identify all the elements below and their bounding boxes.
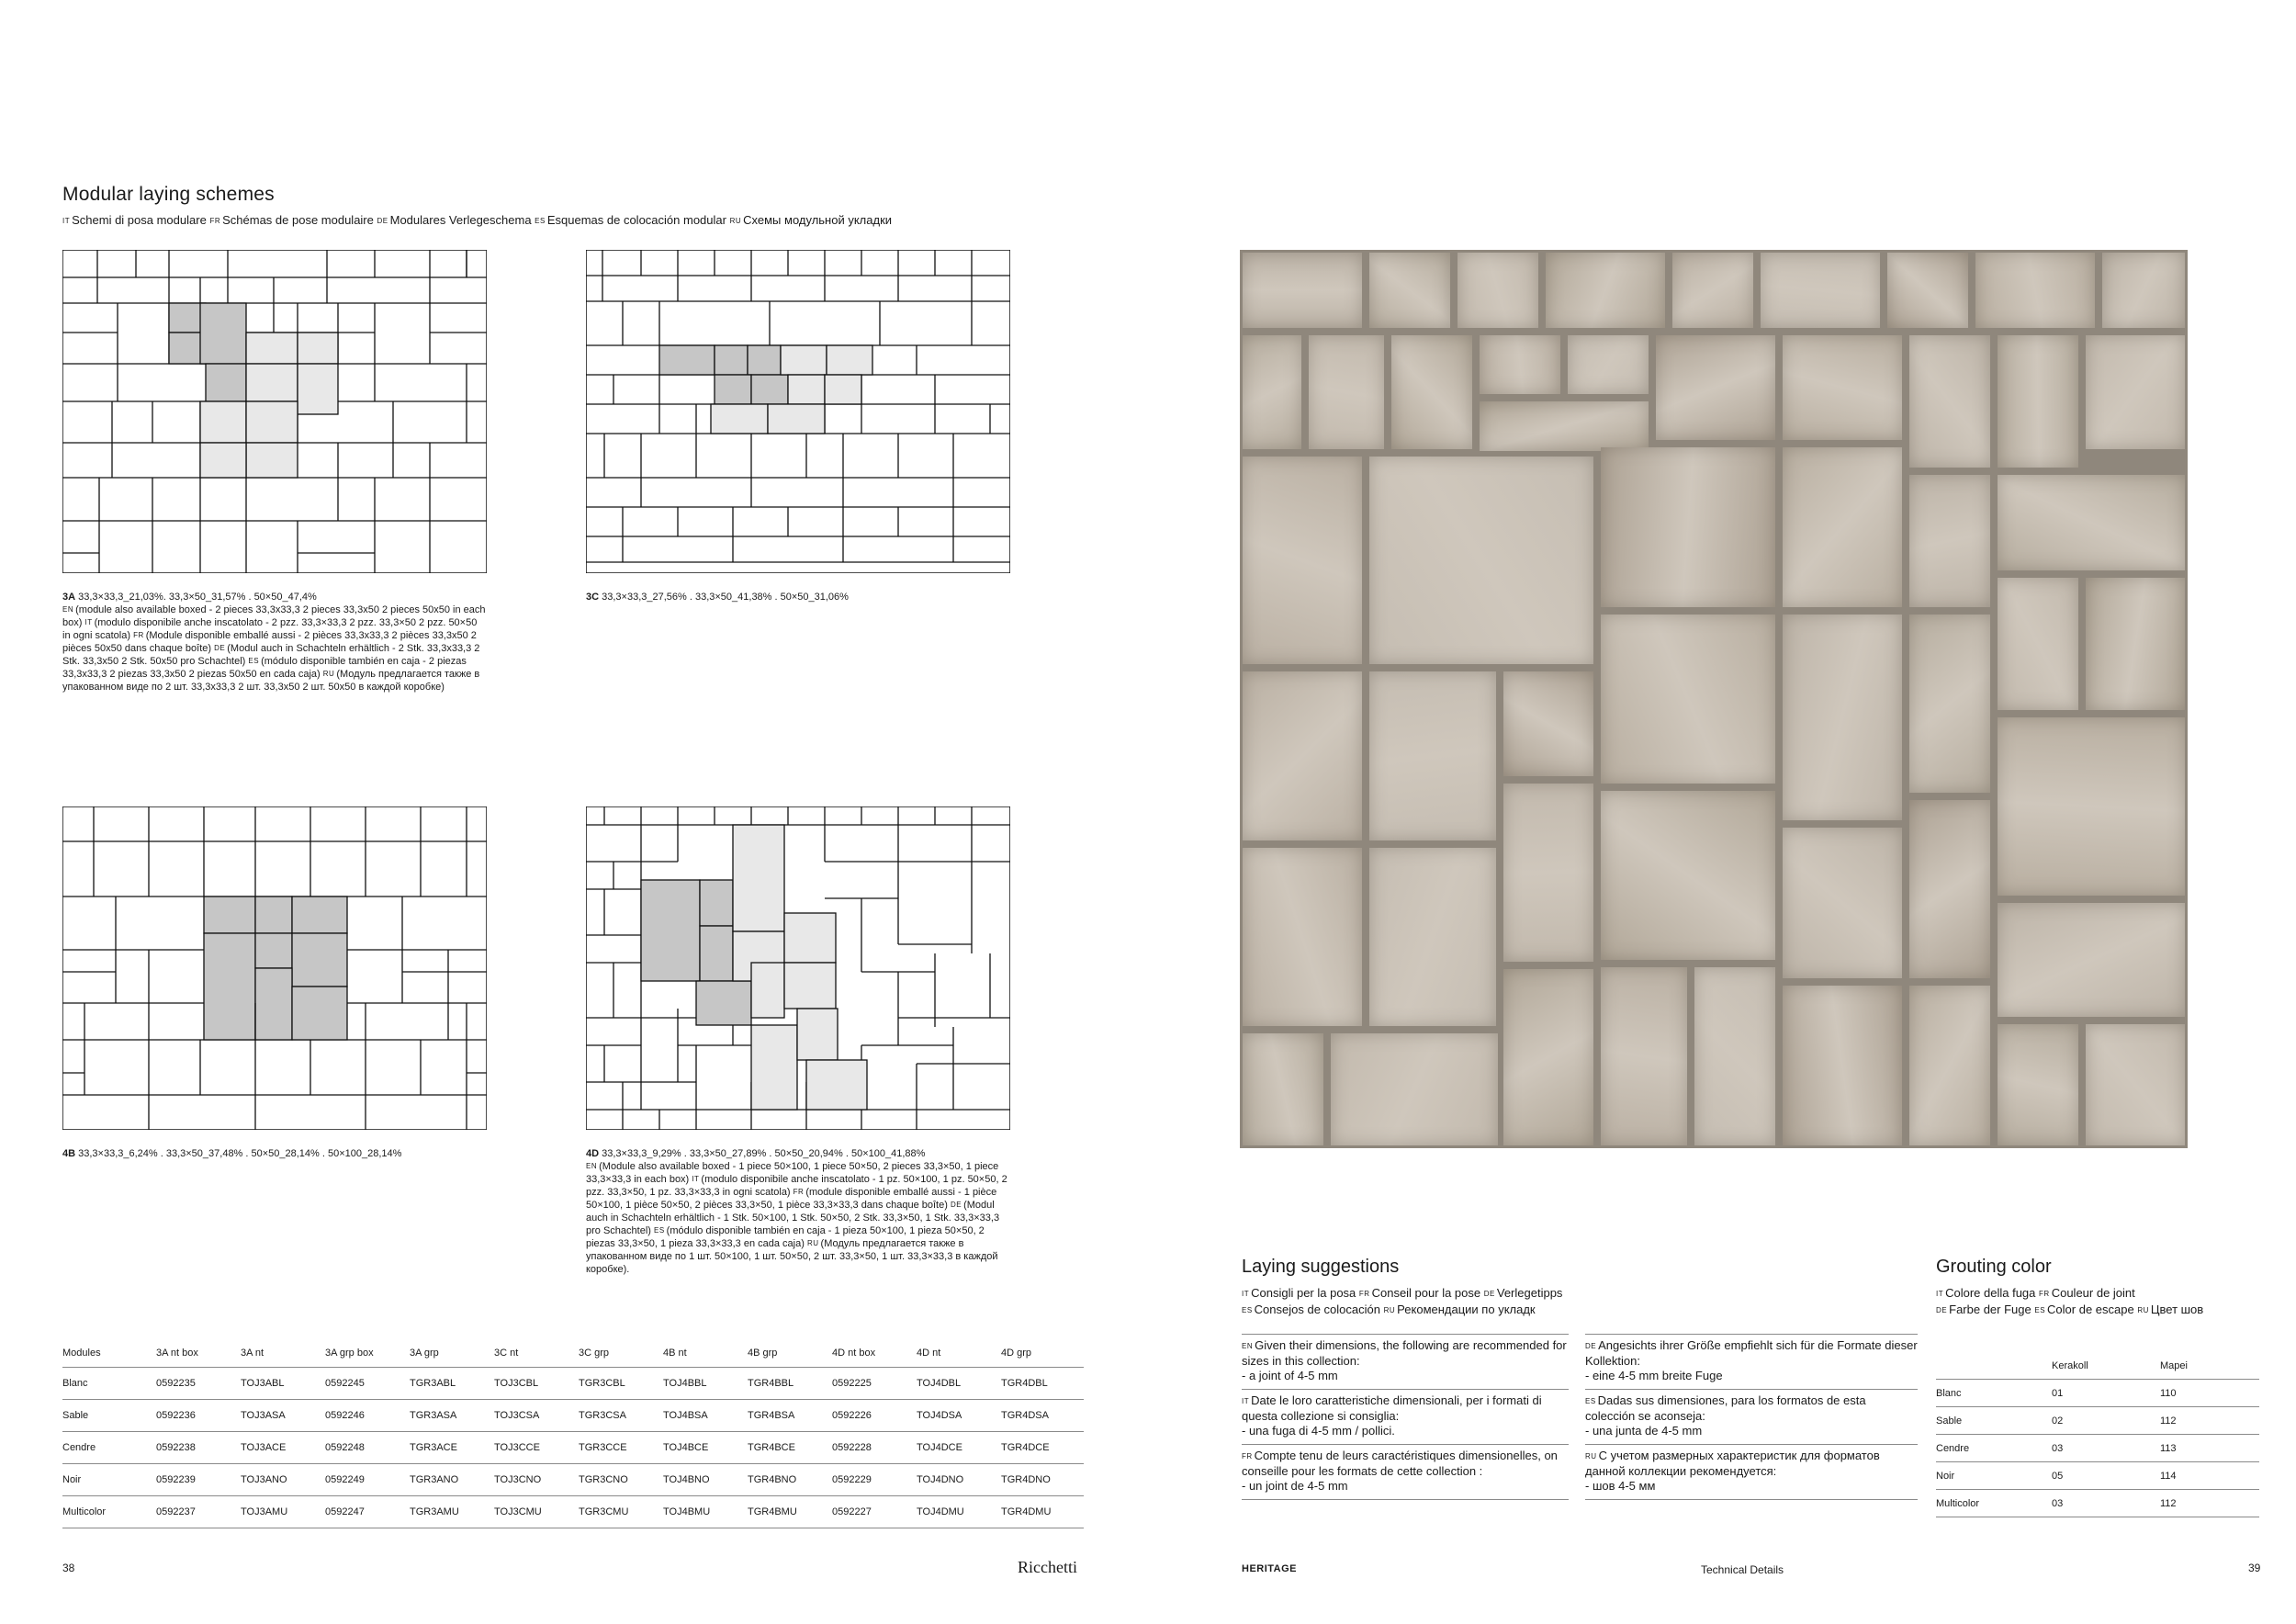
scheme-3a-caption: 3A 33,3×33,3_21,03%. 33,3×50_31,57% . 50×50_47,4% EN (module also available boxed - 2 pieces 33,3x33,3 2 pieces 33,3x50 2 pieces 50x50 in each box) IT (modulo disponibile anche inscatolato - 2 pzz. 33,3×33,3 2 pzz. 33,3×50 2 pzz. 50×50 in ogni scatola) FR (Module disponible emballé aussi - 2 pièces 33,3x33,3 2 pièces 33,3x50 2 pièces 50x50 dans chaque boîte) DE (Modul auch in Schachteln erhältlich - 2 Stk. 33,3x33,3 2 Stk. 33,3x50 2 Stk. 50x50 pro Schachtel) ES (módulo disponible también en caja - 2 piezas 33,3x33,3 2 piezas 33,3x50 2 piezas 50x50 en cada caja) RU (Модуль предлагается также в упакованном виде по 2 шт. 33,3x33,3 2 шт. 33,3x50 2 шт. 50x50 в каждой коробке) [62,592,486,693]
codes-cell: 0592238 [156,1432,241,1464]
codes-cell: TGR4DMU [1001,1496,1084,1528]
grouting-subtitle-1: IT Colore della fuga FR Couleur de joint [1936,1286,2135,1300]
stone-tile [1783,615,1902,820]
codes-cell: 0592248 [325,1432,410,1464]
laying-note-ru: RU С учетом размерных характеристик для форматов данной коллекции рекомендуется: - шов 4-5 мм [1585,1445,1918,1500]
stone-tile [1998,578,2078,710]
stone-tile [1458,253,1538,328]
codes-header-cell: Modules [62,1339,156,1368]
scheme-4d-diagram [586,806,1010,1130]
stone-tile [2086,578,2185,710]
stone-tile [1243,335,1301,449]
grout-cell: 02 [2052,1407,2160,1435]
stone-tile [1601,447,1775,607]
codes-cell: TGR4BCE [748,1432,832,1464]
codes-cell: TOJ3CCE [494,1432,579,1464]
codes-cell: TOJ4BCE [663,1432,748,1464]
codes-cell: TGR3CBL [579,1368,663,1400]
codes-cell: TGR4BNO [748,1464,832,1496]
stone-tile [1480,401,1649,451]
stone-tile [1601,967,1687,1145]
stone-tile [1243,671,1362,840]
stone-tile [1783,447,1902,607]
laying-column-left [1242,1334,1569,1500]
codes-cell: TOJ4DBL [917,1368,1001,1400]
grout-header-cell [1936,1352,2052,1380]
codes-cell: 0592246 [325,1400,410,1432]
stone-tile [1568,335,1649,394]
codes-cell: TOJ3CSA [494,1400,579,1432]
codes-cell: TOJ4BNO [663,1464,748,1496]
codes-header-cell: 3C grp [579,1339,663,1368]
grout-cell: Sable [1936,1407,2052,1435]
codes-cell: TOJ4BSA [663,1400,748,1432]
stone-tile [1480,335,1560,394]
stone-tile [1975,253,2095,328]
stone-tile [1503,784,1593,962]
stone-tile [1909,800,1990,978]
stone-tile [1672,253,1753,328]
codes-cell: TOJ3CMU [494,1496,579,1528]
codes-cell: 0592228 [832,1432,917,1464]
codes-cell: TGR3ABL [410,1368,494,1400]
grout-cell: 113 [2160,1435,2259,1462]
scheme-3c-caption: 3C 33,3×33,3_27,56% . 33,3×50_41,38% . 50×50_31,06% [586,592,849,603]
codes-cell: TOJ4DMU [917,1496,1001,1528]
table-row [1936,1462,2259,1490]
codes-cell: 0592229 [832,1464,917,1496]
stone-tile [1546,253,1665,328]
table-row [62,1496,1084,1528]
codes-cell: TGR3ACE [410,1432,494,1464]
stone-tile [2086,1024,2185,1145]
scheme-4b-caption: 4B 33,3×33,3_6,24% . 33,3×50_37,48% . 50×50_28,14% . 50×100_28,14% [62,1148,402,1159]
codes-header-cell: 3A nt box [156,1339,241,1368]
stone-tile [1761,253,1880,328]
stone-tile [1783,335,1902,440]
product-codes-table [62,1339,1084,1528]
codes-cell: TGR3CNO [579,1464,663,1496]
codes-header-cell: 3C nt [494,1339,579,1368]
codes-cell: TGR3AMU [410,1496,494,1528]
grout-cell: 112 [2160,1407,2259,1435]
codes-cell: 0592237 [156,1496,241,1528]
stone-tile [1998,903,2185,1017]
scheme-4b-diagram [62,806,487,1130]
codes-cell: TOJ3ABL [241,1368,325,1400]
codes-header-cell: 4D grp [1001,1339,1084,1368]
stone-tile [1601,791,1775,960]
codes-header-cell: 4B grp [748,1339,832,1368]
grout-cell: Multicolor [1936,1490,2052,1517]
laying-subtitle-2: ES Consejos de colocación RU Рекомендации по укладк [1242,1303,1536,1316]
stone-tile [1909,475,1990,607]
laying-column-right [1585,1334,1918,1500]
laying-note-fr: FR Compte tenu de leurs caractéristiques dimensionelles, on conseille pour les formats de cette collection : - un joint de 4-5 mm [1242,1445,1569,1500]
stone-tile [1909,335,1990,468]
codes-cell: TOJ3AMU [241,1496,325,1528]
grout-header-cell: Kerakoll [2052,1352,2160,1380]
grout-cell: 110 [2160,1380,2259,1407]
codes-cell: TOJ3CBL [494,1368,579,1400]
codes-cell: 0592227 [832,1496,917,1528]
grout-cell: 112 [2160,1490,2259,1517]
stone-tile [1998,335,2078,468]
codes-cell: Blanc [62,1368,156,1400]
codes-cell: TOJ4BMU [663,1496,748,1528]
codes-cell: Multicolor [62,1496,156,1528]
codes-cell: TOJ3ACE [241,1432,325,1464]
stone-tile [1909,615,1990,793]
codes-cell: 0592225 [832,1368,917,1400]
page-number-left: 38 [62,1562,75,1574]
grout-cell: Cendre [1936,1435,2052,1462]
stone-tile [1887,253,1968,328]
title-translations: IT Schemi di posa modulare FR Schémas de pose modulaire DE Modulares Verlegeschema ES Esquemas de colocación modular RU Схемы модульной укладки [62,213,893,227]
codes-cell: Noir [62,1464,156,1496]
table-row [62,1432,1084,1464]
page-title: Modular laying schemes [62,184,275,205]
stone-tile [1909,986,1990,1145]
grout-cell: 114 [2160,1462,2259,1490]
grout-cell: Blanc [1936,1380,2052,1407]
grout-cell: 03 [2052,1490,2160,1517]
codes-header-cell: 3A grp [410,1339,494,1368]
grouting-title: Grouting color [1936,1257,2052,1277]
codes-cell: TGR4DNO [1001,1464,1084,1496]
codes-header-cell: 4D nt box [832,1339,917,1368]
scheme-3c-diagram [586,250,1010,573]
grout-header-cell: Mapei [2160,1352,2259,1380]
codes-cell: 0592247 [325,1496,410,1528]
brand-logo: Ricchetti [1018,1558,1077,1576]
stone-tile [1601,615,1775,784]
laying-note-en: EN Given their dimensions, the following are recommended for sizes in this collection: - a joint of 4-5 mm [1242,1335,1569,1390]
codes-cell: 0592239 [156,1464,241,1496]
stone-tile [1783,986,1902,1145]
stone-tile [1309,335,1384,449]
codes-cell: TGR4BBL [748,1368,832,1400]
stone-tile [1998,1024,2078,1145]
stone-tile [1369,457,1593,664]
table-row [62,1464,1084,1496]
section-name: Technical Details [1701,1563,1784,1576]
grouting-subtitle-2: DE Farbe der Fuge ES Color de escape RU Цвет шов [1936,1303,2204,1316]
stone-tile [1243,457,1362,664]
stone-tile [1656,335,1775,440]
stone-tile [1243,253,1362,328]
codes-cell: 0592245 [325,1368,410,1400]
stone-tile [1369,253,1450,328]
codes-cell: 0592226 [832,1400,917,1432]
codes-cell: TGR3CSA [579,1400,663,1432]
grouting-table [1936,1352,2259,1517]
codes-cell: TGR4BMU [748,1496,832,1528]
table-row [1936,1407,2259,1435]
codes-cell: TGR4DBL [1001,1368,1084,1400]
table-row [1936,1435,2259,1462]
stone-tile [1331,1033,1498,1145]
codes-cell: 0592249 [325,1464,410,1496]
laying-note-it: IT Date le loro caratteristiche dimensionali, per i formati di questa collezione si consiglia: - una fuga di 4-5 mm / pollici. [1242,1390,1569,1445]
table-row [62,1368,1084,1400]
stone-tile [1998,717,2185,896]
codes-cell: TOJ3ANO [241,1464,325,1496]
codes-cell: TGR4DCE [1001,1432,1084,1464]
laying-title: Laying suggestions [1242,1257,1400,1277]
grout-cell: Noir [1936,1462,2052,1490]
laying-note-es: ES Dadas sus dimensiones, para los formatos de esta colección se aconseja: - una junta de 4-5 mm [1585,1390,1918,1445]
scheme-3a-diagram [62,250,487,573]
stone-tile [1694,967,1775,1145]
page-number-right: 39 [2248,1562,2261,1574]
table-row [1936,1490,2259,1517]
codes-cell: TGR3ANO [410,1464,494,1496]
stone-tile [1503,671,1593,776]
stone-tile [1998,475,2185,570]
codes-header-cell: 3A grp box [325,1339,410,1368]
codes-cell: 0592236 [156,1400,241,1432]
codes-cell: TGR3CCE [579,1432,663,1464]
codes-cell: TOJ3CNO [494,1464,579,1496]
stone-tile [1369,671,1496,840]
stone-tile [2086,335,2185,449]
codes-header-cell: 4D nt [917,1339,1001,1368]
stone-tile [1783,828,1902,978]
stone-tile [1391,335,1472,449]
codes-cell: TGR3CMU [579,1496,663,1528]
table-row [62,1400,1084,1432]
stone-tile [1369,848,1496,1026]
codes-cell: TOJ4DNO [917,1464,1001,1496]
codes-cell: TOJ4DSA [917,1400,1001,1432]
codes-cell: TGR4BSA [748,1400,832,1432]
codes-header-cell: 4B nt [663,1339,748,1368]
grout-cell: 03 [2052,1435,2160,1462]
grout-cell: 05 [2052,1462,2160,1490]
codes-cell: Cendre [62,1432,156,1464]
laying-subtitle-1: IT Consigli per la posa FR Conseil pour la pose DE Verlegetipps [1242,1286,1563,1300]
codes-cell: Sable [62,1400,156,1432]
codes-cell: TGR3ASA [410,1400,494,1432]
stone-tile [1503,969,1593,1145]
collection-name: HERITAGE [1242,1563,1298,1574]
floor-tile-photo [1240,250,2188,1148]
scheme-4d-caption: 4D 33,3×33,3_9,29% . 33,3×50_27,89% . 50×50_20,94% . 50×100_41,88% EN (Module also available boxed - 1 piece 50×100, 1 piece 50×50, 2 pieces 33,3×50, 1 piece 33,3×33,3 in each box) IT (modulo disponibile anche inscatolato - 1 pz. 50×100, 1 pz. 50×50, 2 pzz. 33,3×50, 1 pz. 33,3×33,3 in ogni scatola) FR (module disponible emballé aussi - 1 pièce 50×100, 1 pièce 50×50, 2 pièces 33,3×50, 1 pièce 33,3×33,3 dans chaque boîte) DE (Modul auch in Schachteln erhältlich - 1 Stk. 50×100, 1 Stk. 50×50, 2 Stk. 33,3×50, 1 Stk. 33,3×33,3 pro Schachtel) ES (módulo disponible también en caja - 1 pieza 50×100, 1 pieza 50×50, 2 piezas 33,3×50, 1 pieza 33,3×33,3 en cada caja) RU (Модуль предлагается также в упакованном виде по 1 шт. 50×100, 1 шт. 50×50, 2 шт. 33,3×50, 1 шт. 33,3×33,3 в каждой коробке). [586,1148,1007,1275]
codes-cell: 0592235 [156,1368,241,1400]
stone-tile [1243,1033,1323,1145]
codes-cell: TOJ4DCE [917,1432,1001,1464]
table-row [1936,1380,2259,1407]
codes-cell: TOJ3ASA [241,1400,325,1432]
codes-header-cell: 3A nt [241,1339,325,1368]
codes-cell: TGR4DSA [1001,1400,1084,1432]
laying-note-de: DE Angesichts ihrer Größe empfiehlt sich für die Formate dieser Kollektion: - eine 4-5 mm breite Fuge [1585,1335,1918,1390]
codes-cell: TOJ4BBL [663,1368,748,1400]
grout-cell: 01 [2052,1380,2160,1407]
stone-tile [1243,848,1362,1026]
stone-tile [2102,253,2185,328]
